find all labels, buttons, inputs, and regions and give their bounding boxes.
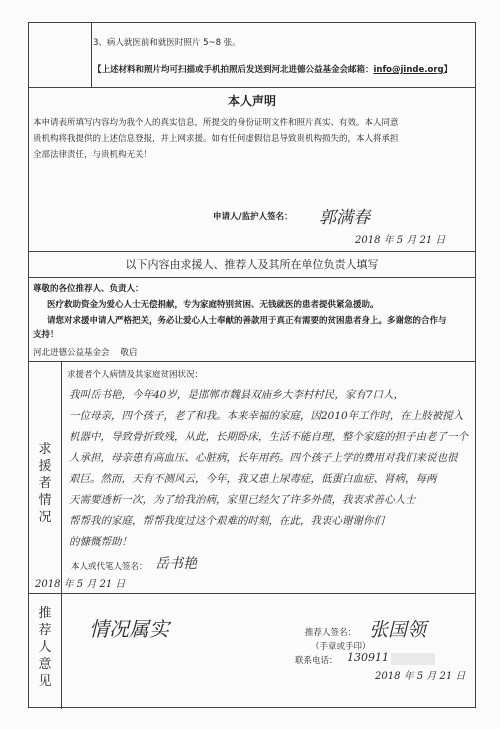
section-line-1: 医疗救助资金为爱心人士无偿捐献，专为家庭特别贫困、无钱就医的患者提供紧急援助。 xyxy=(47,300,379,310)
story-line-4: 人承担，母亲患有高血压、心脏病，长年用药。四个孩子上学的费用对我们来说也很 xyxy=(69,452,458,464)
recommender-phone: 130911 xyxy=(347,651,389,664)
phone-redaction xyxy=(391,653,435,665)
applicant-signature-label: 本人或代笔人签名： xyxy=(71,562,148,572)
recommender-side-label: 推荐人意见 xyxy=(38,606,52,689)
section-line-2: 请您对求援申请人严格把关，务必让爱心人士奉献的善款用于真正有需要的贫困患者身上。多谢您的合作与 xyxy=(47,316,447,326)
materials-email: info@jinde.org xyxy=(373,65,444,75)
story-line-5: 艰巨。然而，天有不测风云，今年，我又患上尿毒症，低蛋白血症、肾病，每两 xyxy=(69,473,437,485)
applicant-side-label: 求援者情况 xyxy=(38,442,52,525)
materials-note-end: 】 xyxy=(443,65,453,75)
materials-note-text: 【上述材料和照片均可扫描或手机拍照后发送到河北进德公益基金会邮箱： xyxy=(93,65,374,75)
section-org-name: 河北进德公益基金会 xyxy=(33,348,110,358)
applicant-date: 2018 年 5 月 21 日 xyxy=(35,579,126,590)
story-line-8: 的慷慨帮助！ xyxy=(69,536,132,548)
applicant-divider xyxy=(61,361,62,593)
materials-note xyxy=(93,64,452,77)
rule-applicant-top xyxy=(29,361,475,362)
story-line-1: 我叫岳书艳，今年40岁，是邯郸市魏县双庙乡大李村村民，家有7口人， xyxy=(69,389,405,401)
rule-declaration-top xyxy=(29,87,475,88)
recommender-signature: 张国领 xyxy=(369,619,427,641)
applicant-signature: 岳书艳 xyxy=(155,556,197,572)
section-greeting: 尊敬的各位推荐人、负责人： xyxy=(33,284,144,294)
rule-recommender-top xyxy=(29,593,475,594)
story-line-3: 机器中，导致骨折致残，从此，长期卧床，生活不能自理，整个家庭的担子由老了一个 xyxy=(69,431,468,443)
story-line-6: 天需要透析一次，为了给我治病，家里已经欠了许多外债，我衷求善心人士 xyxy=(69,494,416,506)
story-line-7: 帮帮我的家庭，帮帮我度过这个艰难的时刻，在此，我衷心谢谢你们 xyxy=(69,515,384,527)
recommender-phone-label: 联系电话： xyxy=(295,656,338,666)
section-title: 以下内容由求援人、推荐人及其所在单位负责人填写 xyxy=(125,258,379,271)
recommender-opinion: 情况属实 xyxy=(89,617,169,641)
declaration-line-2: 贵机构将我提供的上述信息登报，并上网求援。如有任何虚假信息导致贵机构损失的，本人将承担 xyxy=(33,134,399,144)
recommender-divider xyxy=(61,593,62,709)
section-line-3: 支持！ xyxy=(33,330,59,340)
applicant-prompt: 求援者个人病情及其家庭贫困状况： xyxy=(67,370,204,380)
declaration-title: 本人声明 xyxy=(227,94,276,108)
applicant-story xyxy=(69,385,475,553)
story-line-2: 一位母亲，四个孩子，老了和我。本来幸福的家庭，因2010年工作时，在上肢被搅入 xyxy=(69,410,464,422)
rule-section-title xyxy=(29,277,475,278)
section-org xyxy=(33,347,137,360)
materials-divider xyxy=(91,23,92,87)
declaration-signature-label: 申请人/监护人签名： xyxy=(213,212,293,222)
recommender-signature-label: 推荐人签名： xyxy=(305,628,357,638)
declaration-signature: 郭满春 xyxy=(319,208,370,228)
rule-section-top xyxy=(29,251,475,252)
form-table xyxy=(28,22,476,708)
recommender-date: 2018 年 5 月 21 日 xyxy=(375,671,466,682)
declaration-line-1: 本申请表所填写内容均为我个人的真实信息，所提交的身份证明文件和照片真实、有效。本人同意 xyxy=(33,118,399,128)
declaration-line-3: 全部法律责任，与贵机构无关！ xyxy=(33,150,153,160)
recommender-sign-note: （手章或手印） xyxy=(311,642,371,652)
declaration-date: 2018 年 5 月 21 日 xyxy=(355,235,446,246)
materials-item-3: 3、病人就医前和就医时照片 5~8 张。 xyxy=(93,38,241,48)
section-regards: 敬启 xyxy=(120,348,138,358)
